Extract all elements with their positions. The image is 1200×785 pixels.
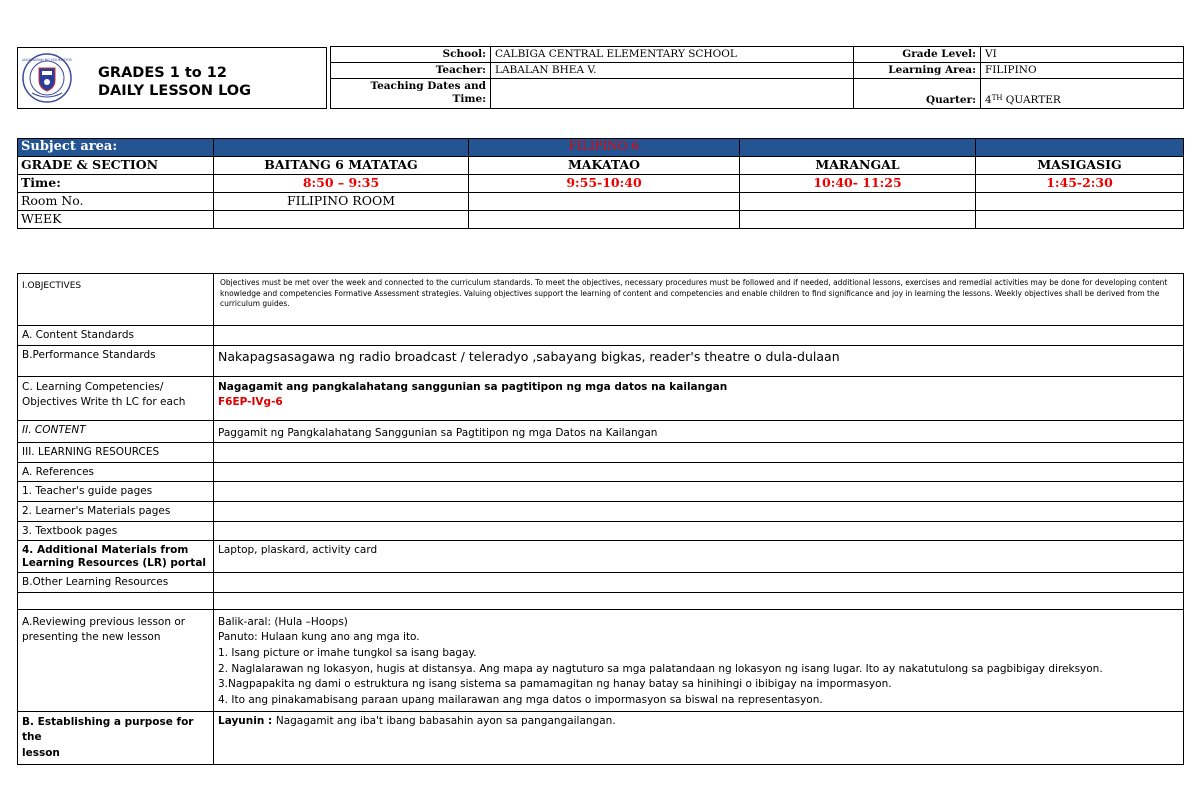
section-4: MASIGASIG bbox=[976, 157, 1184, 175]
deped-seal-icon bbox=[22, 53, 72, 103]
reviewing-lesson-content bbox=[214, 609, 1184, 711]
quarter-value: 4TH QUARTER bbox=[981, 79, 1184, 109]
time-1: 8:50 – 9:35 bbox=[214, 175, 469, 193]
references-label: A. References bbox=[18, 462, 214, 482]
quarter-label: Quarter: bbox=[854, 79, 981, 109]
room-1: FILIPINO ROOM bbox=[214, 193, 469, 211]
review-line: Panuto: Hulaan kung ano ang mga ito. bbox=[218, 631, 420, 644]
content-label: II. CONTENT bbox=[18, 420, 214, 443]
objectives-text: Objectives must be met over the week and connected to the curriculum standards. To meet the objectives, necessary procedures must be followed and if needed, additional lessons, exercises and remedial activities may be done for developing content knowledge and competencies Formative Assessment strategies. Valuing objectives support the learning of content and competencies and enable children to find significance and joy in learning the lessons. Weekly objectives shall be derived from the curriculum guides. bbox=[214, 274, 1184, 326]
establishing-purpose-label: B. Establishing a purpose for the lesson bbox=[18, 712, 214, 765]
learning-area-value: FILIPINO bbox=[981, 63, 1184, 79]
learning-competencies-label: C. Learning Competencies/ Objectives Write th LC for each bbox=[18, 376, 214, 420]
school-info-table bbox=[330, 46, 1184, 109]
school-label: School: bbox=[331, 47, 491, 63]
header-box bbox=[17, 47, 327, 109]
establishing-purpose-value: Layunin : Nagagamit ang iba't ibang babasahin ayon sa pangangailangan. bbox=[214, 712, 1184, 765]
learning-area-label: Learning Area: bbox=[854, 63, 981, 79]
time-label: Time: bbox=[18, 175, 214, 193]
section-2: MAKATAO bbox=[469, 157, 740, 175]
room-2 bbox=[469, 193, 740, 211]
room-label: Room No. bbox=[18, 193, 214, 211]
learning-competencies-value bbox=[214, 376, 1184, 420]
school-value: CALBIGA CENTRAL ELEMENTARY SCHOOL bbox=[491, 47, 854, 63]
room-3 bbox=[740, 193, 976, 211]
reviewing-lesson-label: A.Reviewing previous lesson or presenting the new lesson bbox=[18, 609, 214, 711]
content-standards-value bbox=[214, 326, 1184, 346]
additional-materials-label: 4. Additional Materials from Learning Resources (LR) portal bbox=[18, 541, 214, 573]
room-4 bbox=[976, 193, 1184, 211]
teacher-label: Teacher: bbox=[331, 63, 491, 79]
lesson-plan-table bbox=[17, 273, 1184, 765]
section-1: BAITANG 6 MATATAG bbox=[214, 157, 469, 175]
teacher-value: LABALAN BHEA V. bbox=[491, 63, 854, 79]
performance-standards-label: B.Performance Standards bbox=[18, 345, 214, 376]
competency-text: Nagagamit ang pangkalahatang sanggunian sa pagtitipon ng mga datos na kailangan bbox=[218, 380, 728, 393]
grade-level-label: Grade Level: bbox=[854, 47, 981, 63]
subject-area-label: Subject area: bbox=[18, 139, 214, 157]
review-line: 4. Ito ang pinakamabisang paraan upang mailarawan ang mga datos o impormasyon sa biswal na representasyon. bbox=[218, 693, 823, 706]
time-3: 10:40- 11:25 bbox=[740, 175, 976, 193]
teachers-guide-label: 1. Teacher's guide pages bbox=[18, 482, 214, 502]
teaching-dates-label: Teaching Dates and Time: bbox=[331, 79, 491, 109]
other-resources-label: B.Other Learning Resources bbox=[18, 573, 214, 593]
competency-code: F6EP-IVg-6 bbox=[218, 395, 283, 408]
review-line: 3.Nagpapakita ng dami o estruktura ng isang sistema sa pamamagitan ng hanay batay sa hinihingi o ibibigay na impormasyon. bbox=[218, 678, 892, 691]
grade-section-label: GRADE & SECTION bbox=[18, 157, 214, 175]
section-3: MARANGAL bbox=[740, 157, 976, 175]
learners-materials-label: 2. Learner's Materials pages bbox=[18, 501, 214, 521]
log-title-line1: GRADES 1 to 12 bbox=[98, 65, 227, 81]
performance-standards-value: Nakapagsasagawa ng radio broadcast / teleradyo ,sabayang bigkas, reader's theatre o dula-dulaan bbox=[214, 345, 1184, 376]
teaching-dates-value bbox=[491, 79, 854, 109]
review-line: 1. Isang picture or imahe tungkol sa isang bagay. bbox=[218, 647, 477, 659]
textbook-pages-label: 3. Textbook pages bbox=[18, 521, 214, 541]
log-title-line2: DAILY LESSON LOG bbox=[98, 83, 252, 100]
time-2: 9:55-10:40 bbox=[469, 175, 740, 193]
week-label: WEEK bbox=[18, 211, 214, 229]
content-standards-label: A. Content Standards bbox=[18, 326, 214, 346]
review-line: 2. Naglalarawan ng lokasyon, hugis at distansya. Ang mapa ay nagtuturo sa mga palatandaan ng lokasyon ng isang lugar. Ito ay nakatutulong sa pagbibigay direksyon. bbox=[218, 662, 1103, 675]
grade-level-value: VI bbox=[981, 47, 1184, 63]
objectives-label: I.OBJECTIVES bbox=[18, 274, 214, 326]
time-4: 1:45-2:30 bbox=[976, 175, 1184, 193]
svg-text:KAGAWARAN NG EDUKASYON: KAGAWARAN NG EDUKASYON bbox=[22, 58, 72, 62]
additional-materials-value: Laptop, plaskard, activity card bbox=[214, 541, 1184, 573]
schedule-table bbox=[17, 138, 1184, 229]
learning-resources-label: III. LEARNING RESOURCES bbox=[18, 443, 214, 463]
subject-area-value: FILIPINO 6 bbox=[469, 139, 740, 157]
content-value: Paggamit ng Pangkalahatang Sanggunian sa Pagtitipon ng mga Datos na Kailangan bbox=[214, 420, 1184, 443]
review-line: Balik-aral: (Hula –Hoops) bbox=[218, 615, 348, 628]
